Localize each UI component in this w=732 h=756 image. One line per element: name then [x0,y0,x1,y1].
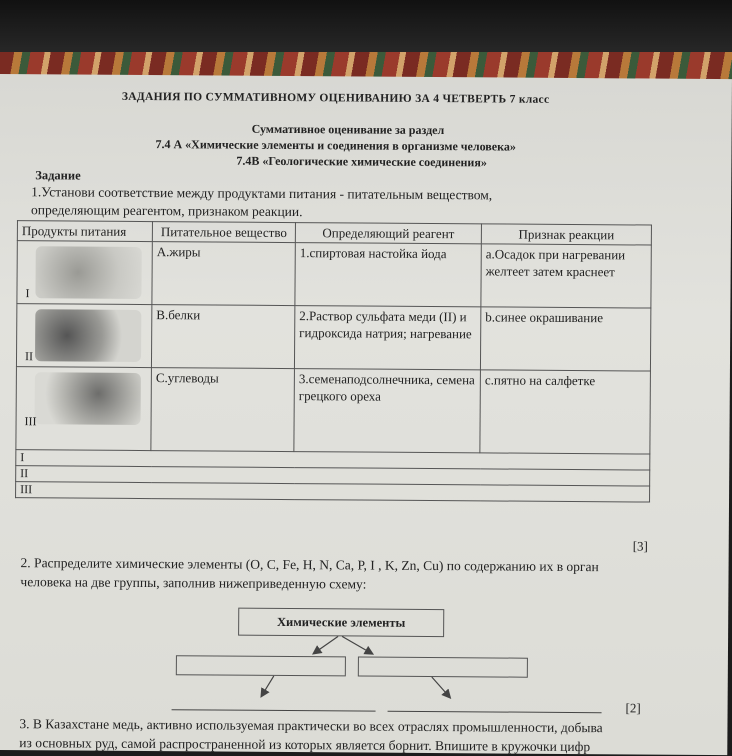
task2-score: [2] [625,700,641,716]
task2-text-line1: 2. Распределите химические элементы (O, C, Fe, H, N, Ca, P, I , K, Zn, Cu) по содержанию их в орган [20,555,599,575]
header-nutrient: Питательное вещество [152,222,295,243]
answer-row-label: II [16,466,650,486]
answer-row-label: I [16,450,650,470]
sign-cell: с.пятно на салфетке [480,370,651,454]
reagent-cell: 2.Раствор сульфата меди (II) и гидроксида натрия; нагревание [294,306,480,370]
arrow-down-right [432,677,450,697]
schema-title-box: Химические элементы [238,608,444,637]
row-roman: III [24,414,37,429]
task2-text-line2: человека на две группы, заполнив нижеприведенную схему: [20,574,367,592]
nutrient-cell: В.белки [151,305,294,369]
section-title-line1: Суммативное оценивание за раздел [251,121,445,138]
row-roman: II [24,349,34,364]
sign-cell: a.Осадок при нагревании желтеет затем краснеет [481,244,651,308]
arrow-down-left [262,676,274,696]
header-reagent: Определяющий реагент [295,223,481,244]
sign-cell: b.синее окрашивание [480,307,650,371]
reagent-cell: 3.семенаподсолнечника, семена грецкого ореха [294,369,481,453]
task3-text-line1: 3. В Казахстане медь, активно используемая практически во всех отраслях промышленности, добыва [19,716,603,736]
worksheet-page [0,74,732,755]
arrow-left [314,636,338,653]
nutrient-cell: С.углеводы [151,368,295,452]
page-header: ЗАДАНИЯ ПО СУММАТИВНОМУ ОЦЕНИВАНИЮ ЗА 4 ЧЕТВЕРТЬ 7 класс [121,90,550,106]
schema-arrows [0,74,732,755]
section-title-line2: 7.4 А «Химические элементы и соединения в организме человека» [155,137,516,154]
arrow-right [342,636,372,653]
task1-text-line1: 1.Установи соответствие между продуктами питания - питательным веществом, [31,184,493,203]
task1-score: [3] [632,538,648,554]
reagent-cell: 1.спиртовая настойка йода [295,243,481,307]
task1-text-line2: определяющим реагентом, признаком реакции. [31,202,303,220]
nutrient-cell: А.жиры [152,242,295,306]
answer-row-label: III [16,482,650,502]
header-sign: Признак реакции [481,224,651,245]
task-label: Задание [35,168,81,183]
background-dark [0,0,732,58]
section-title-line3: 7.4В «Геологические химические соединения» [236,153,487,170]
header-products: Продукты питания [17,221,152,242]
task3-text-line2: из основных руд, самой распространенной из которых является борнит. Впишите в кружочки цифр [19,735,591,755]
row-roman: I [25,286,30,301]
